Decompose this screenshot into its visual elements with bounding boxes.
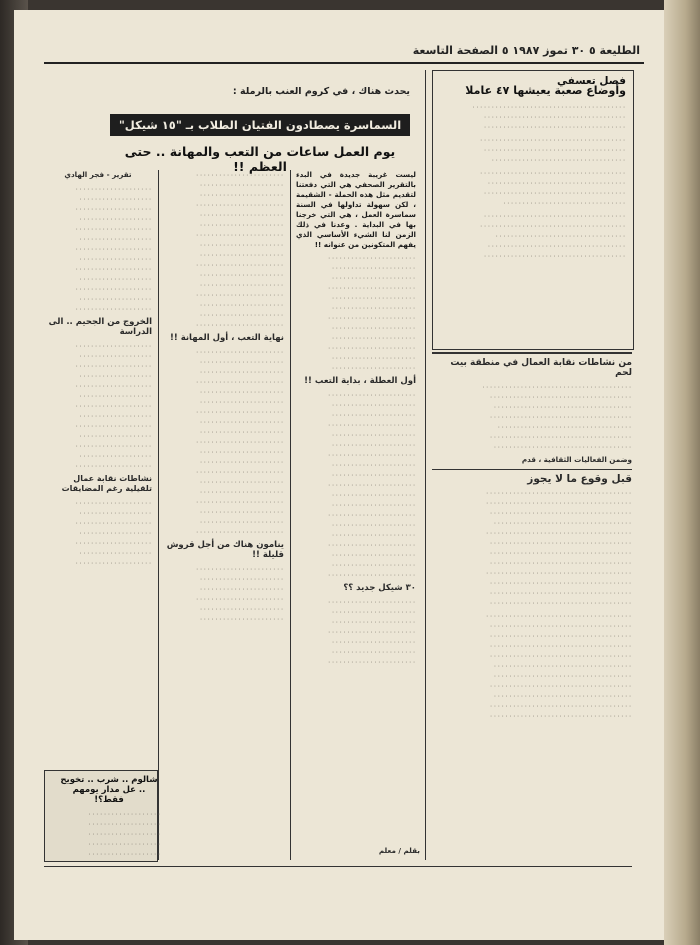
right-item-3-title: قبل وقوع ما لا يجوز (527, 473, 632, 485)
section-title-2: نهاية التعب ، أول المهانة !! (169, 333, 284, 343)
bottom-left-box: شالوم .. شرب .. تخويح .. عل مدار يومهم فقط؟! ٠٠٠٠٠٠٠٠٠٠٠٠٠٠٠٠٠٠٠ ٠٠٠٠٠٠٠٠٠٠٠٠٠٠٠٠٠٠٠ ٠٠٠٠٠٠٠٠٠٠٠٠٠٠٠٠٠٠٠ ٠٠٠٠٠٠٠٠٠٠٠٠٠٠٠٠٠٠٠ ٠٠٠٠٠٠٠٠٠٠٠٠٠٠٠٠٠٠٠ (44, 770, 158, 862)
right-box-kicker: فصل تعسفي (557, 75, 626, 87)
inset-title: ٣٠ شيكل جديد ؟؟ (343, 583, 416, 593)
main-headline: السماسرة يصطادون الفتيان الطلاب بـ "١٥ شيكل" (110, 114, 410, 136)
main-column-middle: ٠٠٠٠٠٠٠٠٠٠٠٠٠٠٠٠٠٠٠٠٠٠٠ ٠٠٠٠٠٠٠٠٠٠٠٠٠٠٠٠٠٠٠٠٠٠ ٠٠٠٠٠٠٠٠٠٠٠٠٠٠٠٠٠٠٠٠٠٠ ٠٠٠٠٠٠٠٠٠٠٠٠٠٠٠٠٠٠٠٠٠٠٠ ٠٠٠٠٠٠٠٠٠٠٠٠٠٠٠٠٠٠٠٠٠٠ ٠٠٠٠٠٠٠٠٠٠٠٠٠٠٠٠٠٠٠٠٠٠ ٠٠٠٠٠٠٠٠٠٠٠٠٠٠٠٠٠٠٠٠٠٠٠ ٠٠٠٠٠٠٠٠٠٠٠٠٠٠٠٠٠٠٠٠٠٠ ٠٠٠٠٠٠٠٠٠٠٠٠٠٠٠٠٠٠٠٠٠٠ ٠٠٠٠٠٠٠٠٠٠٠٠٠٠٠٠٠٠٠٠٠٠٠ ٠٠٠٠٠٠٠٠٠٠٠٠٠٠٠٠٠٠٠٠٠٠ ٠٠٠٠٠٠٠٠٠٠٠٠٠٠٠٠٠٠٠٠٠٠ ٠٠٠٠٠٠٠٠٠٠٠٠٠٠٠٠٠٠٠٠٠٠٠ ٠٠٠٠٠٠٠٠٠٠٠٠٠٠٠٠٠٠٠٠٠٠ ٠٠٠٠٠٠٠٠٠٠٠٠٠٠٠٠٠٠٠٠٠٠ ٠٠٠٠٠٠٠٠٠٠٠٠٠٠٠٠٠٠٠٠٠٠٠ نهاية التعب ، أول المهانة !! ٠٠٠٠٠٠٠٠٠٠٠٠٠٠٠٠٠٠٠٠٠٠٠ ٠٠٠٠٠٠٠٠٠٠٠٠٠٠٠٠٠٠٠٠٠٠ ٠٠٠٠٠٠٠٠٠٠٠٠٠٠٠٠٠٠٠٠٠٠ ٠٠٠٠٠٠٠٠٠٠٠٠٠٠٠٠٠٠٠٠٠٠٠ ٠٠٠٠٠٠٠٠٠٠٠٠٠٠٠٠٠٠٠٠٠٠ ٠٠٠٠٠٠٠٠٠٠٠٠٠٠٠٠٠٠٠٠٠٠ ٠٠٠٠٠٠٠٠٠٠٠٠٠٠٠٠٠٠٠٠٠٠٠ ٠٠٠٠٠٠٠٠٠٠٠٠٠٠٠٠٠٠٠٠٠٠ ٠٠٠٠٠٠٠٠٠٠٠٠٠٠٠٠٠٠٠٠٠٠ ٠٠٠٠٠٠٠٠٠٠٠٠٠٠٠٠٠٠٠٠٠٠٠ ٠٠٠٠٠٠٠٠٠٠٠٠٠٠٠٠٠٠٠٠٠٠ ٠٠٠٠٠٠٠٠٠٠٠٠٠٠٠٠٠٠٠٠٠٠ ٠٠٠٠٠٠٠٠٠٠٠٠٠٠٠٠٠٠٠٠٠٠٠ ٠٠٠٠٠٠٠٠٠٠٠٠٠٠٠٠٠٠٠٠٠٠ ٠٠٠٠٠٠٠٠٠٠٠٠٠٠٠٠٠٠٠٠٠٠ ٠٠٠٠٠٠٠٠٠٠٠٠٠٠٠٠٠٠٠٠٠٠٠ ٠٠٠٠٠٠٠٠٠٠٠٠٠٠٠٠٠٠٠٠٠٠ ٠٠٠٠٠٠٠٠٠٠٠٠٠٠٠٠٠٠٠٠٠٠ ٠٠٠٠٠٠٠٠٠٠٠٠٠٠٠٠٠٠٠٠٠٠٠ ينامون هناك من أجل قروش قليلة !! ٠٠٠٠٠٠٠٠٠٠٠٠٠٠٠٠٠٠٠٠٠٠٠ ٠٠٠٠٠٠٠٠٠٠٠٠٠٠٠٠٠٠٠٠٠٠ ٠٠٠٠٠٠٠٠٠٠٠٠٠٠٠٠٠٠٠٠٠٠ ٠٠٠٠٠٠٠٠٠٠٠٠٠٠٠٠٠٠٠٠٠٠٠ ٠٠٠٠٠٠٠٠٠٠٠٠٠٠٠٠٠٠٠٠٠٠ ٠٠٠٠٠٠٠٠٠٠٠٠٠٠٠٠٠٠٠٠٠٠ (164, 170, 284, 627)
section-title-3: الخروج من الجحيم .. الى الدراسة (48, 317, 152, 337)
right-box-title: وأوضاع صعبة يعيشها ٤٧ عاملا (465, 84, 626, 97)
column-separator-right (425, 70, 426, 860)
section-title-4: ينامون هناك من أجل قروش قليلة !! (166, 540, 284, 560)
right-news-column: من نشاطات نقابة العمال في منطقة بيت لحم ٠٠٠٠٠٠٠٠٠٠٠٠٠٠٠٠٠٠٠٠٠٠٠٠٠٠٠٠٠٠٠٠٠٠٠٠٠٠٠ ٠٠٠٠٠٠٠٠٠٠٠٠٠٠٠٠٠٠٠٠٠٠٠٠٠٠٠٠٠٠٠٠٠٠٠٠٠ ٠٠٠٠٠٠٠٠٠٠٠٠٠٠٠٠٠٠٠٠٠٠٠٠٠٠٠٠٠٠٠٠٠٠٠٠ ٠٠٠٠٠٠٠٠٠٠٠٠٠٠٠٠٠٠٠٠٠٠٠٠٠٠٠٠٠٠٠٠٠٠٠٠٠ ٠٠٠٠٠٠٠٠٠٠٠٠٠٠٠٠٠٠٠٠٠٠٠٠٠٠٠٠٠٠٠٠٠٠٠ ٠٠٠٠٠٠٠٠٠٠٠٠٠٠٠٠٠٠٠٠٠٠٠٠٠٠٠٠٠٠٠٠٠٠٠٠٠ ٠٠٠٠٠٠٠٠٠٠٠٠٠٠٠٠٠٠٠٠٠٠٠٠٠٠٠٠٠٠٠٠٠٠٠٠ وضمن الفعاليات الثقافية ، قدم قبل وقوع ما لا يجوز ٠٠٠٠٠٠٠٠٠٠٠٠٠٠٠٠٠٠٠٠٠٠٠٠٠٠٠٠٠٠٠٠٠٠٠٠٠٠ ٠٠٠٠٠٠٠٠٠٠٠٠٠٠٠٠٠٠٠٠٠٠٠٠٠٠٠٠٠٠٠٠٠٠٠٠٠٠ ٠٠٠٠٠٠٠٠٠٠٠٠٠٠٠٠٠٠٠٠٠٠٠٠٠٠٠٠٠٠٠٠٠٠٠٠٠ ٠٠٠٠٠٠٠٠٠٠٠٠٠٠٠٠٠٠٠٠٠٠٠٠٠٠٠٠٠٠٠٠٠٠٠٠ ٠٠٠٠٠٠٠٠٠٠٠٠٠٠٠٠٠٠٠٠٠٠٠٠٠٠٠٠٠٠٠٠٠٠٠٠٠٠ ٠٠٠٠٠٠٠٠٠٠٠٠٠٠٠٠٠٠٠٠٠٠٠٠٠٠٠٠٠٠٠٠٠٠٠٠٠ ٠٠٠٠٠٠٠٠٠٠٠٠٠٠٠٠٠٠٠٠٠٠٠٠٠٠٠٠٠٠٠٠٠٠٠٠٠ ٠٠٠٠٠٠٠٠٠٠٠٠٠٠٠٠٠٠٠٠٠٠٠٠٠٠٠٠٠٠٠٠٠٠٠٠٠ ٠٠٠٠٠٠٠٠٠٠٠٠٠٠٠٠٠٠٠٠٠٠٠٠٠٠٠٠٠٠٠٠٠٠٠٠٠٠ ٠٠٠٠٠٠٠٠٠٠٠٠٠٠٠٠٠٠٠٠٠٠٠٠٠٠٠٠٠٠٠٠٠٠٠٠٠ ٠٠٠٠٠٠٠٠٠٠٠٠٠٠٠٠٠٠٠٠٠٠٠٠٠٠٠٠٠٠٠٠٠٠٠٠٠ ٠٠٠٠٠٠٠٠٠٠٠٠٠٠٠٠٠٠٠٠٠٠٠٠٠٠٠٠٠٠٠٠٠٠٠٠٠ ٠٠٠٠٠٠٠٠٠٠٠٠٠٠٠٠٠٠٠٠٠٠٠٠٠٠٠٠٠٠٠٠٠٠٠٠٠٠ ٠٠٠٠٠٠٠٠٠٠٠٠٠٠٠٠٠٠٠٠٠٠٠٠٠٠٠٠٠٠٠٠٠٠٠٠٠ ٠٠٠٠٠٠٠٠٠٠٠٠٠٠٠٠٠٠٠٠٠٠٠٠٠٠٠٠٠٠٠٠٠٠٠٠٠ ٠٠٠٠٠٠٠٠٠٠٠٠٠٠٠٠٠٠٠٠٠٠٠٠٠٠٠٠٠٠٠٠٠٠٠٠٠ ٠٠٠٠٠٠٠٠٠٠٠٠٠٠٠٠٠٠٠٠٠٠٠٠٠٠٠٠٠٠٠٠٠٠٠٠٠ ٠٠٠٠٠٠٠٠٠٠٠٠٠٠٠٠٠٠٠٠٠٠٠٠٠٠٠٠٠٠٠٠٠٠٠٠ ٠٠٠٠٠٠٠٠٠٠٠٠٠٠٠٠٠٠٠٠٠٠٠٠٠٠٠٠٠٠٠٠٠٠٠٠ ٠٠٠٠٠٠٠٠٠٠٠٠٠٠٠٠٠٠٠٠٠٠٠٠٠٠٠٠٠٠٠٠٠٠٠٠٠ ٠٠٠٠٠٠٠٠٠٠٠٠٠٠٠٠٠٠٠٠٠٠٠٠٠٠٠٠٠٠٠٠٠٠٠٠ ٠٠٠٠٠٠٠٠٠٠٠٠٠٠٠٠٠٠٠٠٠٠٠٠٠٠٠٠٠٠٠٠٠٠٠٠٠ ٠٠٠٠٠٠٠٠٠٠٠٠٠٠٠٠٠٠٠٠٠٠٠٠٠٠٠٠٠٠٠٠٠٠٠٠٠ (432, 356, 632, 724)
right-divider-2 (432, 469, 632, 470)
main-intro: ليست غريبة جديدة في البدء بالتقرير الصحفي هي التي دفعتنا لتقديم مثل هذه الحملة - الشقيمة ، لكن سهولة تداولها في السنة سماسرة العمل ، هي التي خرجنا بها في البداية . وعدنا في ذلك الزمن لنا الشيء الأساسي الذي يفهم المتكونين من عنوانه !! ٠٠٠٠٠٠٠٠٠٠٠٠٠٠٠٠٠٠٠٠٠٠٠ ٠٠٠٠٠٠٠٠٠٠٠٠٠٠٠٠٠٠٠٠٠٠ ٠٠٠٠٠٠٠٠٠٠٠٠٠٠٠٠٠٠٠٠٠٠ ٠٠٠٠٠٠٠٠٠٠٠٠٠٠٠٠٠٠٠٠٠٠٠ ٠٠٠٠٠٠٠٠٠٠٠٠٠٠٠٠٠٠٠٠٠٠ ٠٠٠٠٠٠٠٠٠٠٠٠٠٠٠٠٠٠٠٠٠٠ ٠٠٠٠٠٠٠٠٠٠٠٠٠٠٠٠٠٠٠٠٠٠٠ ٠٠٠٠٠٠٠٠٠٠٠٠٠٠٠٠٠٠٠٠٠٠ ٠٠٠٠٠٠٠٠٠٠٠٠٠٠٠٠٠٠٠٠٠٠ ٠٠٠٠٠٠٠٠٠٠٠٠٠٠٠٠٠٠٠٠٠٠٠ ٠٠٠٠٠٠٠٠٠٠٠٠٠٠٠٠٠٠٠٠٠٠ ٠٠٠٠٠٠٠٠٠٠٠٠٠٠٠٠٠٠٠٠٠٠ أول العطلة ، بداية التعب !! ٠٠٠٠٠٠٠٠٠٠٠٠٠٠٠٠٠٠٠٠٠٠٠ ٠٠٠٠٠٠٠٠٠٠٠٠٠٠٠٠٠٠٠٠٠٠ ٠٠٠٠٠٠٠٠٠٠٠٠٠٠٠٠٠٠٠٠٠٠ ٠٠٠٠٠٠٠٠٠٠٠٠٠٠٠٠٠٠٠٠٠٠٠ ٠٠٠٠٠٠٠٠٠٠٠٠٠٠٠٠٠٠٠٠٠٠ ٠٠٠٠٠٠٠٠٠٠٠٠٠٠٠٠٠٠٠٠٠٠ ٠٠٠٠٠٠٠٠٠٠٠٠٠٠٠٠٠٠٠٠٠٠٠ ٠٠٠٠٠٠٠٠٠٠٠٠٠٠٠٠٠٠٠٠٠٠ ٠٠٠٠٠٠٠٠٠٠٠٠٠٠٠٠٠٠٠٠٠٠ ٠٠٠٠٠٠٠٠٠٠٠٠٠٠٠٠٠٠٠٠٠٠٠ ٠٠٠٠٠٠٠٠٠٠٠٠٠٠٠٠٠٠٠٠٠٠ ٠٠٠٠٠٠٠٠٠٠٠٠٠٠٠٠٠٠٠٠٠٠ ٠٠٠٠٠٠٠٠٠٠٠٠٠٠٠٠٠٠٠٠٠٠٠ ٠٠٠٠٠٠٠٠٠٠٠٠٠٠٠٠٠٠٠٠٠٠ ٠٠٠٠٠٠٠٠٠٠٠٠٠٠٠٠٠٠٠٠٠٠ ٠٠٠٠٠٠٠٠٠٠٠٠٠٠٠٠٠٠٠٠٠٠٠ ٠٠٠٠٠٠٠٠٠٠٠٠٠٠٠٠٠٠٠٠٠٠ ٠٠٠٠٠٠٠٠٠٠٠٠٠٠٠٠٠٠٠٠٠٠ ٠٠٠٠٠٠٠٠٠٠٠٠٠٠٠٠٠٠٠٠٠٠٠ ٣٠ شيكل جديد ؟؟ ٠٠٠٠٠٠٠٠٠٠٠٠٠٠٠٠٠٠٠٠٠٠٠ ٠٠٠٠٠٠٠٠٠٠٠٠٠٠٠٠٠٠٠٠٠٠ ٠٠٠٠٠٠٠٠٠٠٠٠٠٠٠٠٠٠٠٠٠٠ ٠٠٠٠٠٠٠٠٠٠٠٠٠٠٠٠٠٠٠٠٠٠٠ ٠٠٠٠٠٠٠٠٠٠٠٠٠٠٠٠٠٠٠٠٠٠ ٠٠٠٠٠٠٠٠٠٠٠٠٠٠٠٠٠٠٠٠٠٠ ٠٠٠٠٠٠٠٠٠٠٠٠٠٠٠٠٠٠٠٠٠٠٠ (296, 170, 416, 666)
main-byline: تقرير - فجر الهادي (64, 170, 132, 179)
column-separator-mid (290, 170, 291, 860)
footer-byline (360, 846, 420, 856)
footer-byline-text: بقلم / معلم (378, 846, 420, 855)
main-intro-text: ليست غريبة جديدة في البدء بالتقرير الصحفي هي التي دفعتنا لتقديم مثل هذه الحملة - الشقيمة ، لكن سهولة تداولها في السنة سماسرة العمل ، هي التي خرجنا بها في البداية . وعدنا في ذلك الزمن لنا الشيء الأساسي الذي يفهم المتكونين من عنوانه !! (296, 170, 416, 249)
main-subheadline: يوم العمل ساعات من التعب والمهانة .. حتى العظم !! (124, 144, 396, 174)
right-item-1-title: من نشاطات نقابة العمال في منطقة بيت لحم (450, 358, 632, 378)
right-divider (432, 352, 632, 354)
page-bottom-rule (44, 866, 632, 867)
right-item-2-title: وضمن الفعاليات الثقافية ، قدم (521, 455, 632, 464)
page-header-text: الطليعة ٥ ٣٠ تموز ١٩٨٧ ٥ الصفحة التاسعة (412, 44, 640, 57)
main-kicker: يحدث هناك ، في كروم العنب بالرملة : (232, 86, 410, 97)
column-separator-left (158, 170, 159, 860)
section-title-1: أول العطلة ، بداية التعب !! (304, 376, 416, 386)
section-title-5: نشاطات نقابة عمال تلقيلية رغم المضايقات (61, 474, 152, 493)
right-feature-text: فصل تعسفي وأوضاع صعبة يعيشها ٤٧ عاملا ٠٠٠٠٠٠٠٠٠٠٠٠٠٠٠٠٠٠٠٠٠٠٠٠٠٠٠٠٠٠٠٠٠٠٠٠٠٠٠٠ ٠٠٠٠٠٠٠٠٠٠٠٠٠٠٠٠٠٠٠٠٠٠٠٠٠٠٠٠٠٠٠٠٠٠٠٠٠ ٠٠٠٠٠٠٠٠٠٠٠٠٠٠٠٠٠٠٠٠٠٠٠٠٠٠٠٠٠٠٠٠٠٠٠٠٠ ٠٠٠٠٠٠٠٠٠٠٠٠٠٠٠٠٠٠٠٠٠٠٠٠٠٠٠٠٠٠٠٠٠٠٠٠٠٠ ٠٠٠٠٠٠٠٠٠٠٠٠٠٠٠٠٠٠٠٠٠٠٠٠٠٠٠٠٠٠٠٠٠٠٠٠٠ ٠٠٠٠٠٠٠٠٠٠٠٠٠٠٠٠٠٠٠٠٠٠٠٠٠٠٠٠٠٠٠٠٠٠٠ ٠٠٠٠٠٠٠٠٠٠٠٠٠٠٠٠٠٠٠٠٠٠٠٠٠٠٠٠٠٠٠٠٠٠٠٠٠٠ ٠٠٠٠٠٠٠٠٠٠٠٠٠٠٠٠٠٠٠٠٠٠٠٠٠٠٠٠٠٠٠٠٠٠٠٠ ٠٠٠٠٠٠٠٠٠٠٠٠٠٠٠٠٠٠٠٠٠٠٠٠٠٠٠٠٠٠٠٠٠٠٠٠٠ ٠٠٠٠٠٠٠٠٠٠٠٠٠٠٠٠٠٠٠٠٠٠٠٠٠٠٠٠٠٠٠٠ ٠٠٠٠٠٠٠٠٠٠٠٠٠٠٠٠٠٠٠٠٠٠٠٠٠٠٠٠٠٠٠٠٠٠٠٠٠ ٠٠٠٠٠٠٠٠٠٠٠٠٠٠٠٠٠٠٠٠٠٠٠٠٠٠٠٠٠٠٠٠٠٠٠٠٠٠ ٠٠٠٠٠٠٠٠٠٠٠٠٠٠٠٠٠٠٠٠٠٠٠٠٠٠٠٠٠٠٠٠٠٠ ٠٠٠٠٠٠٠٠٠٠٠٠٠٠٠٠٠٠٠٠٠٠٠٠٠٠٠٠٠٠٠٠٠٠٠٠ ٠٠٠٠٠٠٠٠٠٠٠٠٠٠٠٠٠٠٠٠٠٠٠٠٠٠٠٠٠٠٠٠٠٠٠٠٠ (438, 76, 626, 264)
main-column-left: تقرير - فجر الهادي ٠٠٠٠٠٠٠٠٠٠٠٠٠٠٠٠٠٠٠٠ ٠٠٠٠٠٠٠٠٠٠٠٠٠٠٠٠٠٠٠ ٠٠٠٠٠٠٠٠٠٠٠٠٠٠٠٠٠٠٠٠ ٠٠٠٠٠٠٠٠٠٠٠٠٠٠٠٠٠٠٠ ٠٠٠٠٠٠٠٠٠٠٠٠٠٠٠٠٠٠٠٠ ٠٠٠٠٠٠٠٠٠٠٠٠٠٠٠٠٠٠٠ ٠٠٠٠٠٠٠٠٠٠٠٠٠٠٠٠٠٠٠٠ ٠٠٠٠٠٠٠٠٠٠٠٠٠٠٠٠٠٠٠ ٠٠٠٠٠٠٠٠٠٠٠٠٠٠٠٠٠٠٠٠ ٠٠٠٠٠٠٠٠٠٠٠٠٠٠٠٠٠٠٠ ٠٠٠٠٠٠٠٠٠٠٠٠٠٠٠٠٠٠٠٠ ٠٠٠٠٠٠٠٠٠٠٠٠٠٠٠٠٠٠٠ ٠٠٠٠٠٠٠٠٠٠٠٠٠٠٠٠٠٠٠٠ الخروج من الجحيم .. الى الدراسة ٠٠٠٠٠٠٠٠٠٠٠٠٠٠٠٠٠٠٠٠ ٠٠٠٠٠٠٠٠٠٠٠٠٠٠٠٠٠٠٠ ٠٠٠٠٠٠٠٠٠٠٠٠٠٠٠٠٠٠٠٠ ٠٠٠٠٠٠٠٠٠٠٠٠٠٠٠٠٠٠٠ ٠٠٠٠٠٠٠٠٠٠٠٠٠٠٠٠٠٠٠٠ ٠٠٠٠٠٠٠٠٠٠٠٠٠٠٠٠٠٠٠ ٠٠٠٠٠٠٠٠٠٠٠٠٠٠٠٠٠٠٠٠ ٠٠٠٠٠٠٠٠٠٠٠٠٠٠٠٠٠٠٠ ٠٠٠٠٠٠٠٠٠٠٠٠٠٠٠٠٠٠٠٠ ٠٠٠٠٠٠٠٠٠٠٠٠٠٠٠٠٠٠٠ ٠٠٠٠٠٠٠٠٠٠٠٠٠٠٠٠٠٠٠٠ ٠٠٠٠٠٠٠٠٠٠٠٠٠٠٠٠٠٠٠ ٠٠٠٠٠٠٠٠٠٠٠٠٠٠٠٠٠٠٠٠ نشاطات نقابة عمال تلقيلية رغم المضايقات ٠٠٠٠٠٠٠٠٠٠٠٠٠٠٠٠٠٠٠٠ ٠٠٠٠٠٠٠٠٠٠٠٠٠٠٠٠٠٠٠ ٠٠٠٠٠٠٠٠٠٠٠٠٠٠٠٠٠٠٠٠ ٠٠٠٠٠٠٠٠٠٠٠٠٠٠٠٠٠٠٠ ٠٠٠٠٠٠٠٠٠٠٠٠٠٠٠٠٠٠٠٠ ٠٠٠٠٠٠٠٠٠٠٠٠٠٠٠٠٠٠٠ ٠٠٠٠٠٠٠٠٠٠٠٠٠٠٠٠٠٠٠٠ (44, 170, 152, 571)
page-edge (664, 0, 700, 945)
page-header (44, 40, 644, 64)
bottom-left-box-title: شالوم .. شرب .. تخويح .. عل مدار يومهم فقط؟! (60, 775, 158, 805)
